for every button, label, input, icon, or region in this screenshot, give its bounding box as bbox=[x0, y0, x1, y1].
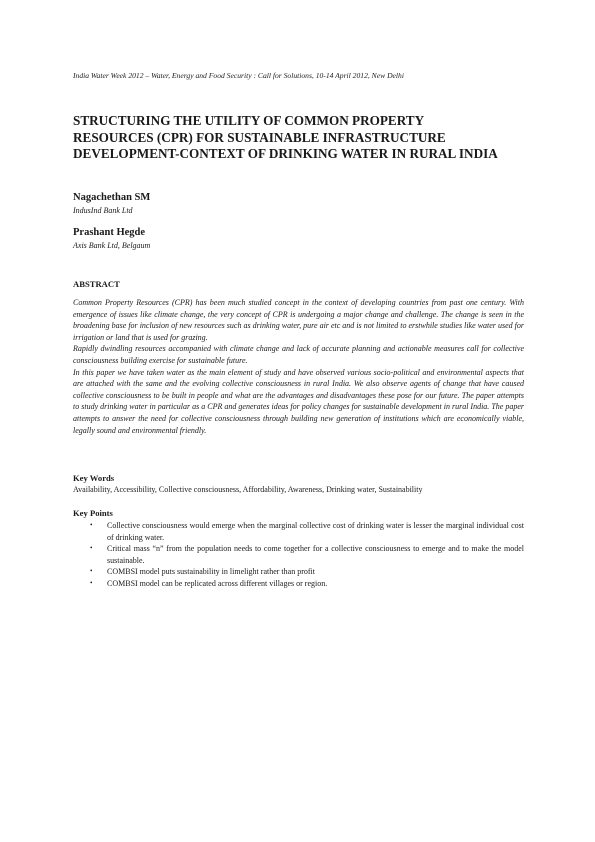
author-name: Nagachethan SM bbox=[73, 192, 151, 203]
title-line: STRUCTURING THE UTILITY OF COMMON PROPERTY bbox=[73, 113, 425, 128]
key-point-text: Critical mass “n” from the population needs to come together for a collective consciousness to emerge and to make the model sustainable. bbox=[107, 544, 524, 565]
abstract-body bbox=[73, 297, 524, 436]
key-points-list bbox=[73, 520, 524, 590]
bullet-icon: • bbox=[90, 578, 93, 587]
keywords-heading: Key Words bbox=[73, 473, 115, 483]
keywords-text: Availability, Accessibility, Collective consciousness, Affordability, Awareness, Drinking water, Sustainability bbox=[73, 485, 423, 494]
abstract-paragraph: In this paper we have taken water as the main element of study and have observed various socio-political and environmental aspects that are attached with the same and the evolving collective consciousness in rural India. We also observe agents of change that have caused collective consciousness to be built in people and what are the advantages and disadvantages these pose for our future. The paper attempts to study drinking water in particular as a CPR and generates ideas for policy changes for sustainable development in rural India. The paper attempts to answer the need for collective consciousness through building new generation of institutions which are economically viable, legally sound and environmental friendly. bbox=[73, 367, 524, 435]
author-affiliation: IndusInd Bank Ltd bbox=[73, 206, 133, 215]
running-header: India Water Week 2012 – Water, Energy and Food Security : Call for Solutions, 10-14 April 2012, New Delhi bbox=[73, 71, 404, 80]
author-name: Prashant Hegde bbox=[73, 227, 146, 238]
abstract-paragraph: Rapidly dwindling resources accompanied with climate change and lack of accurate planning and actionable measures call for collective consciousness building exercise for sustainable future. bbox=[73, 344, 524, 365]
key-point-text: COMBSI model puts sustainability in limelight rather than profit bbox=[107, 567, 315, 577]
bullet-icon: • bbox=[90, 521, 93, 529]
list-item bbox=[73, 520, 524, 543]
abstract-paragraph: Common Property Resources (CPR) has been much studied concept in the context of developing countries from past one century. With emergence of issues like climate change, the very concept of CPR is undergoing a major change and challenge. The change is seen in the broadening base for inclusion of new resources such as drinking water, pure air etc and is not limited to erstwhile studies like water used for irrigation or land that is used for grazing. bbox=[73, 298, 524, 342]
bullet-icon: • bbox=[90, 567, 93, 576]
title-line: RESOURCES (CPR) FOR SUSTAINABLE INFRASTRUCTURE bbox=[73, 129, 446, 145]
key-points-heading: Key Points bbox=[73, 508, 113, 518]
abstract-heading: ABSTRACT bbox=[73, 279, 120, 289]
author-affiliation: Axis Bank Ltd, Belgaum bbox=[73, 241, 151, 250]
paper-title bbox=[73, 113, 533, 163]
key-point-text: COMBSI model can be replicated across different villages or region. bbox=[107, 578, 328, 588]
title-line: DEVELOPMENT-CONTEXT OF DRINKING WATER IN RURAL INDIA bbox=[73, 146, 498, 161]
bullet-icon: • bbox=[90, 544, 93, 553]
list-item bbox=[73, 578, 524, 590]
key-point-text: Collective consciousness would emerge when the marginal collective cost of drinking water is lesser the marginal individual cost of drinking water. bbox=[107, 521, 524, 542]
list-item bbox=[73, 566, 524, 578]
list-item bbox=[73, 543, 524, 566]
